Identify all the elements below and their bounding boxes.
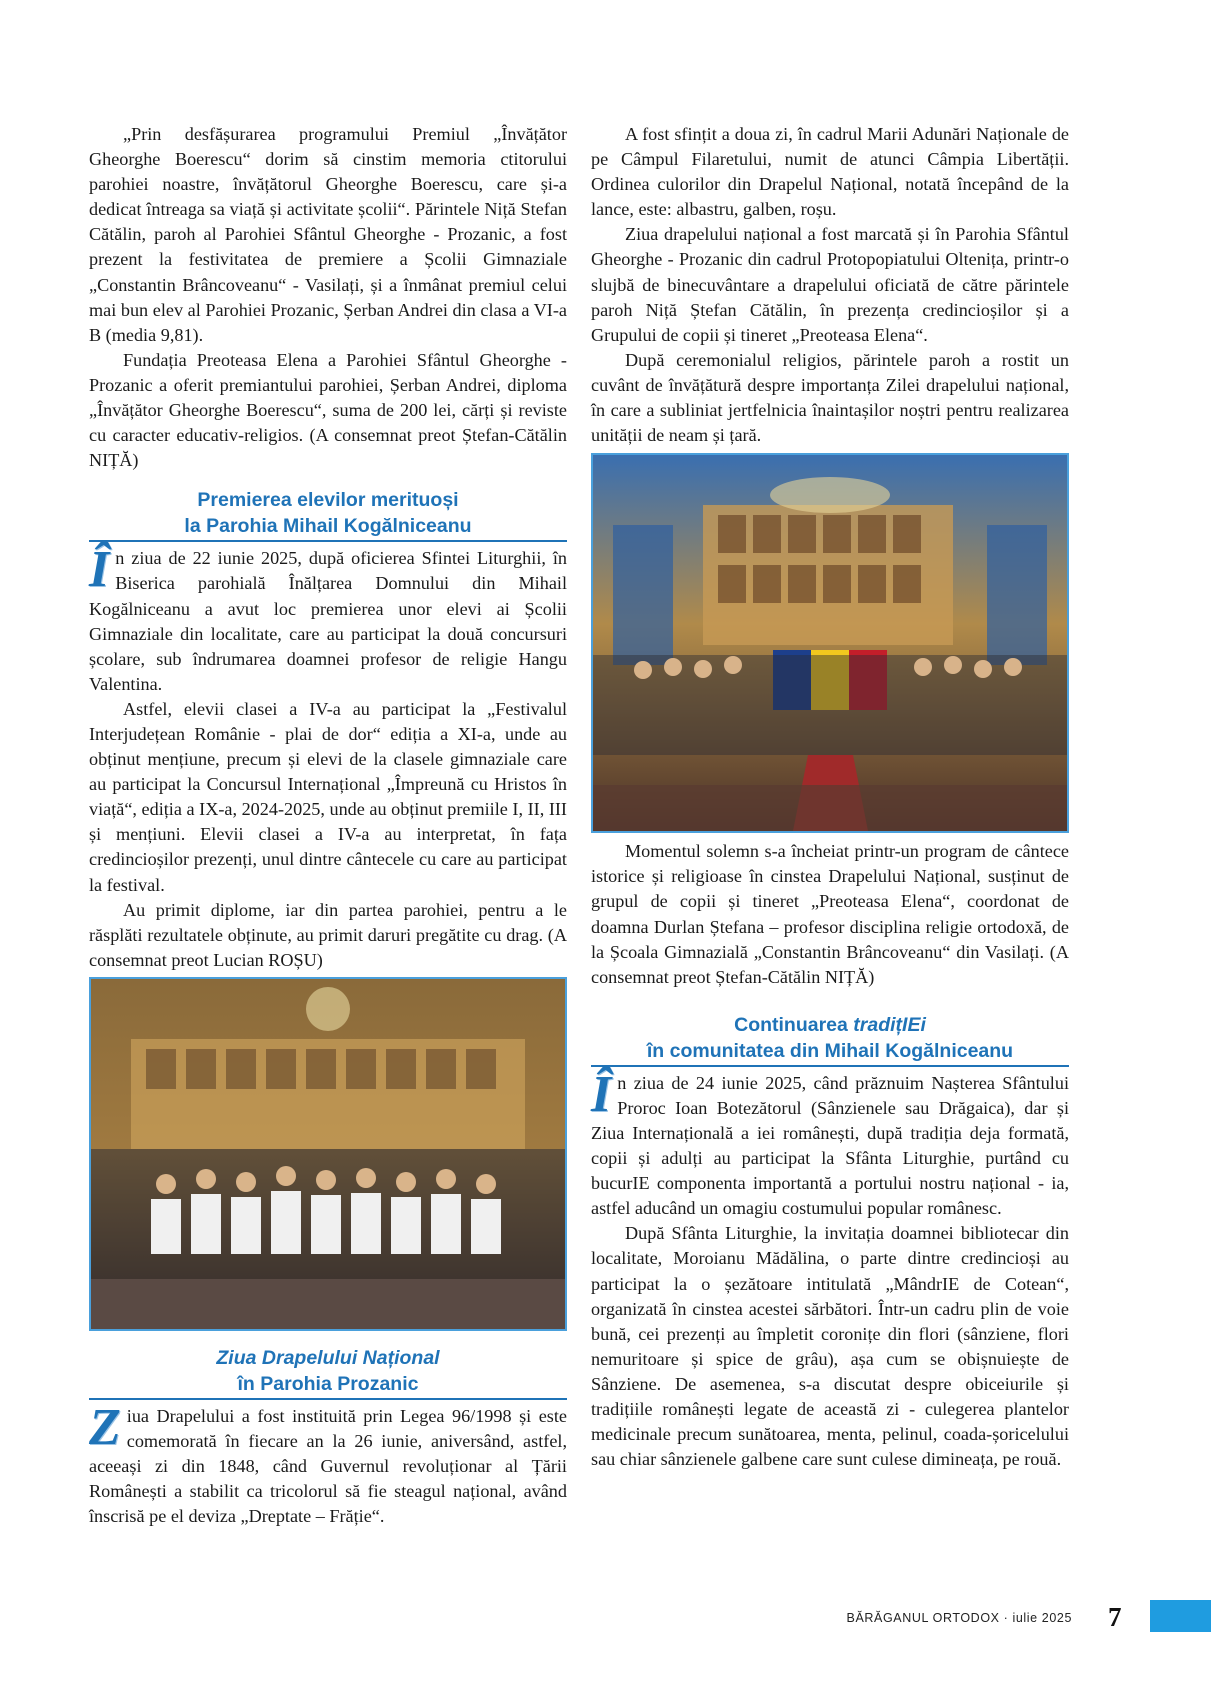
drop-cap: Î — [591, 1065, 612, 1123]
paragraph: Astfel, elevii clasei a IV-a au participat la „Festivalul Interjudețean Românie - plai de dor“ ediția a XI-a, unde au obținut mențiune, precum și elevi de la clasele gimnaziale care au participat la Concursul Internațional „Împreună cu Hristos în viață“, ediția a IX-a, 2024-2025, unde au obținut premiile I, II, III și mențiuni. Elevii clasei a IV-a au interpretat, în fața credincioșilor prezenți, unul dintre cântecele cu care au participat la festival. — [89, 698, 567, 895]
heading-line: Ziua Drapelului Național — [216, 1346, 440, 1369]
drop-cap: Î — [89, 541, 110, 599]
section-heading — [89, 1345, 567, 1400]
paragraph-text: n ziua de 24 iunie 2025, când prăznuim Nașterea Sfântului Proroc Ioan Botezătorul (Sânzienele sau Drăgaica), dar și Ziua Internațională a iei românești, după tradiția deja formată, copii și adulți au participat la Sfânta Liturghie, purtând cu bucurIE componenta importantă a portului nostru național - ia, astfel aducând un omagiu costumului popular românesc. — [591, 1072, 1069, 1219]
paragraph — [591, 1065, 1069, 1222]
heading-line: în Parohia Prozanic — [237, 1372, 419, 1395]
paragraph-text: n ziua de 22 iunie 2025, după oficierea Sfintei Liturghii, în Biserica parohială Înălțarea Domnului din Mihail Kogălniceanu a avut loc premierea unor elevi ai Școlii Gimnaziale din localitate, care au participat la două concursuri școlare, sub îndrumarea doamnei profesor de religie Hangu Valentina. — [89, 548, 567, 694]
paragraph: A fost sfințit a doua zi, în cadrul Marii Adunări Naționale de pe Câmpul Filaretului, numit de atunci Câmpia Libertății. Ordinea culorilor din Drapelul Național, notată începând de la lance, este: albastru, galben, roșu. — [591, 124, 1069, 220]
footer-accent-bar — [1150, 1600, 1211, 1632]
paragraph: Ziua drapelului național a fost marcată și în Parohia Sfântul Gheorghe - Prozanic din cadrul Protopopiatului Oltenița, printr-o slujbă de binecuvântare a drapelului oficiată de către părintele paroh Niță Ștefan Cătălin, în prezența credincioșilor și a Grupului de copii și tineret „Preoteasa Elena“. — [591, 224, 1069, 345]
paragraph: Momentul solemn s-a încheiat printr-un program de cântece istorice și religioase în cinstea Drapelului Național, susținut de grupul de copii și tineret „Preoteasa Elena“, coordonat de doamna Durlan Ștefana – profesor disciplina religie ortodoxă, de la Școala Gimnazială „Constantin Brâncoveanu“ din Vasilați. (A consemnat preot Ștefan-Cătălin NIȚĂ) — [591, 841, 1069, 987]
heading-line: la Parohia Mihail Kogălniceanu — [184, 515, 472, 538]
photo-students-church — [89, 977, 567, 1331]
drop-cap: Z — [89, 1398, 121, 1456]
paragraph — [89, 541, 567, 697]
heading-line: în comunitatea din Mihail Kogălniceanu — [646, 1039, 1014, 1062]
photo-flag-ceremony — [591, 453, 1069, 833]
left-column — [89, 122, 567, 1529]
page-footer — [0, 1598, 1211, 1638]
paragraph — [89, 1398, 567, 1529]
paragraph: După ceremonialul religios, părintele paroh a rostit un cuvânt de învățătură despre importanța Zilei drapelului național, în care a subliniat jertfelnicia înaintașilor noștri pentru realizarea unității de neam și țară. — [591, 349, 1069, 446]
page-number: 7 — [1108, 1602, 1122, 1632]
heading-text: Continuarea — [734, 1013, 854, 1036]
publication-name: BĂRĂGANUL ORTODOX · iulie 2025 — [846, 1611, 1072, 1625]
paragraph: „Prin desfășurarea programului Premiul „Învățător Gheorghe Boerescu“ dorim să cinstim memoria ctitorului parohiei noastre, învățătorul Gheorghe Boerescu, care și-a dedicat întreaga sa viață și activitate școlii“. Părintele Niță Stefan Cătălin, paroh al Parohiei Sfântul Gheorghe - Prozanic, a fost prezent la festivitatea de premiere a Școlii Gimnaziale „Constantin Brâncoveanu“ - Vasilați, și a înmânat premiul celui mai bun elev al Parohiei Prozanic, Șerban Andrei din clasa a VI-a B (media 9,81). — [89, 124, 567, 345]
section-heading — [591, 1012, 1069, 1067]
photo-illustration — [91, 979, 565, 1329]
heading-line: Premierea elevilor merituoși — [197, 489, 459, 512]
heading-line — [591, 1012, 1069, 1038]
heading-text-italic: tradițIEi — [853, 1013, 926, 1036]
photo-illustration — [593, 455, 1067, 831]
paragraph: După Sfânta Liturghie, la invitația doamnei bibliotecar din localitate, Moroianu Mădălina, o parte dintre credincioși au participat la o șezătoare intitulată „MândrIE de Cotean“, organizată în cinstea acestei sărbători. Într-un cadru plin de voie bună, cei prezenți au împletit coronițe din flori (sânziene, flori nemuritoare și spice de grâu), așa cum se obișnuiește de Sânziene. De asemenea, s-a discutat despre obiceiurile și tradițiile românești legate de această zi - culegerea plantelor medicinale precum sunătoarea, menta, pelinul, coada-șoricelului sau chiar sânzienele galbene care sunt culese dimineața, pe rouă. — [591, 1223, 1069, 1470]
paragraph: Fundația Preoteasa Elena a Parohiei Sfântul Gheorghe - Prozanic a oferit premiantului parohiei, Șerban Andrei, diploma „Învățător Gheorghe Boerescu“, suma de 200 lei, cărți și reviste cu caracter educativ-religios. (A consemnat preot Ștefan-Cătălin NIȚĂ) — [89, 349, 567, 471]
right-column — [591, 122, 1069, 1472]
paragraph-text: iua Drapelului a fost instituită prin Legea 96/1998 și este comemorată în fiecare an la 26 iunie, aniversând, astfel, aceeași zi din 1848, când Guvernul revoluționar al Țării Românești a stabilit ca tricolorul să fie steagul național, având înscrisă pe el deviza „Dreptate – Frăție“. — [89, 1405, 567, 1527]
paragraph: Au primit diplome, iar din partea parohiei, pentru a le răsplăti rezultatele obținute, au primit daruri pregătite cu drag. (A consemnat preot Lucian ROȘU) — [89, 899, 567, 970]
section-heading — [89, 487, 567, 542]
